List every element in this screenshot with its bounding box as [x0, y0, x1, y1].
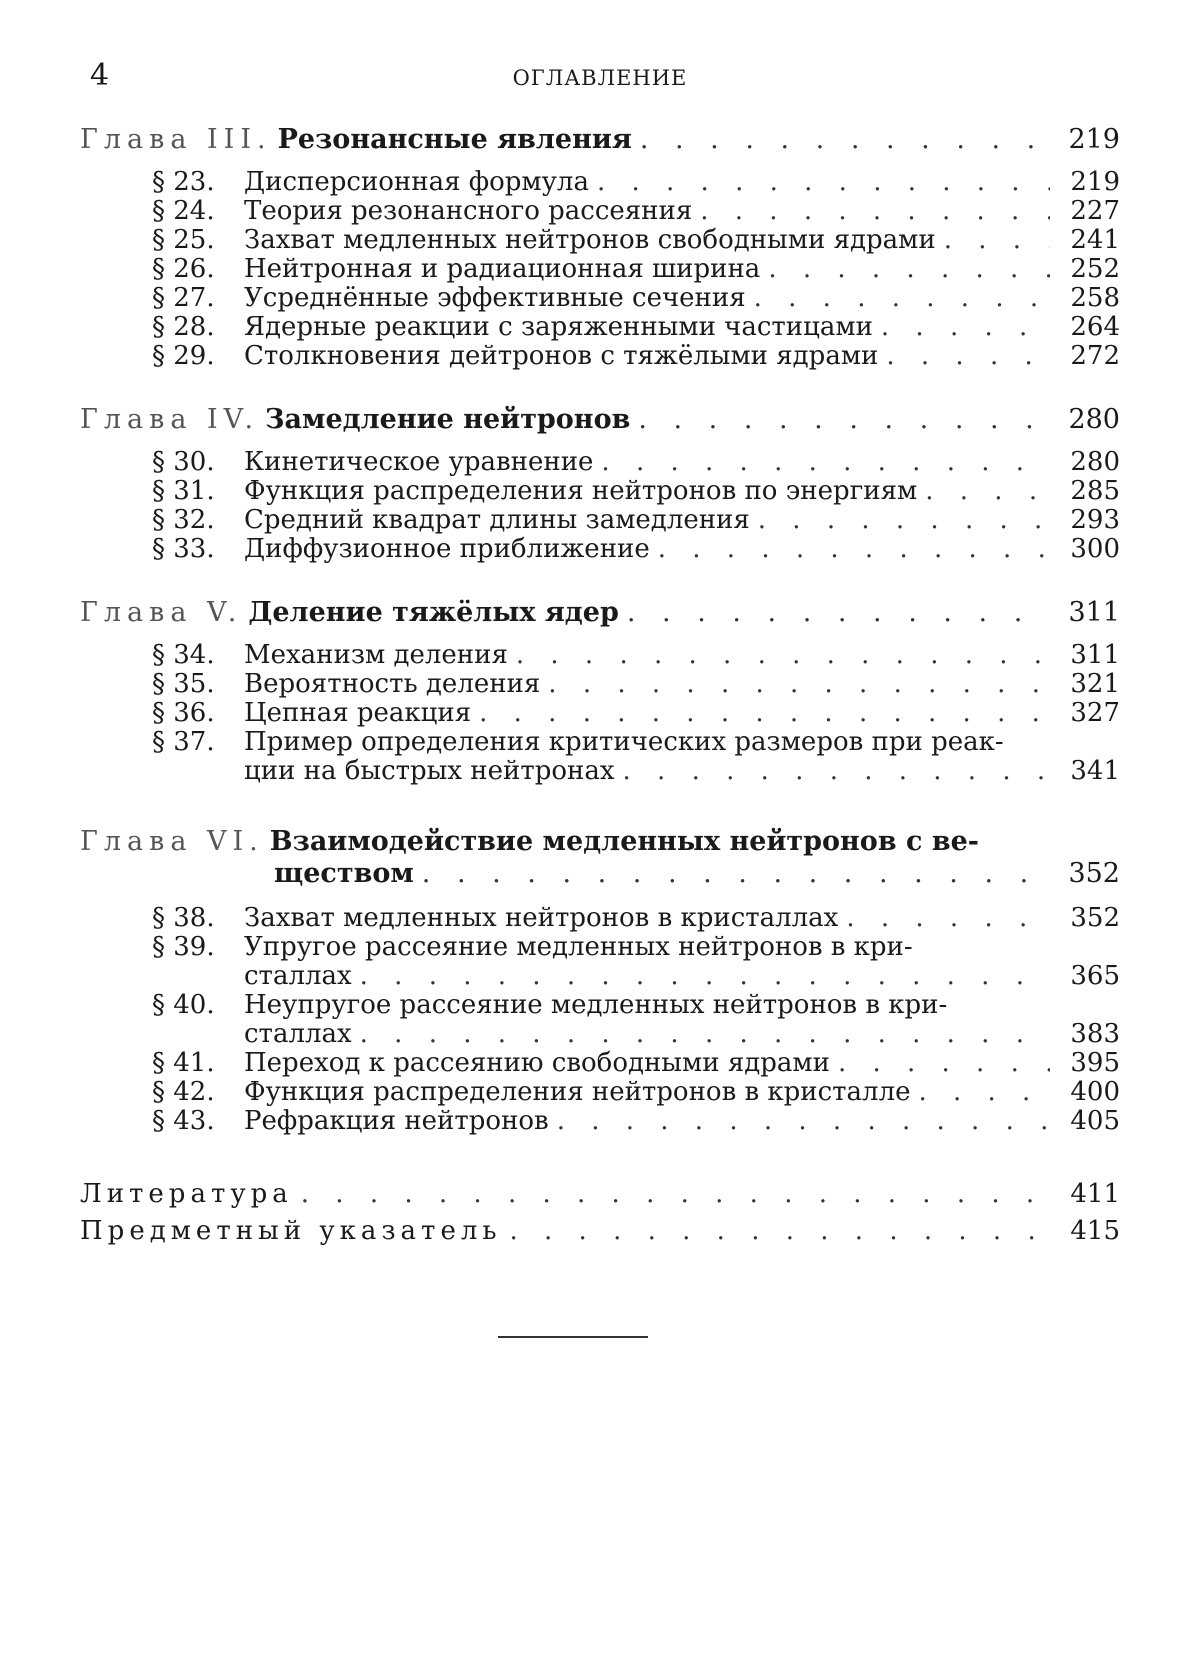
section-title: Усреднённые эффективные сечения: [244, 283, 746, 313]
page-ref: 241: [1070, 225, 1120, 255]
section-entry[interactable]: [80, 477, 1120, 506]
section-title-line1: Неупругое рассеяние медленных нейтронов в кри-: [244, 990, 948, 1020]
chapter-entry[interactable]: [80, 405, 1120, 434]
section-entry[interactable]: [80, 641, 1120, 670]
section-entry[interactable]: [80, 342, 1120, 371]
page-header: [90, 58, 1110, 98]
section-number: § 24.: [152, 196, 215, 226]
section-number: § 39.: [152, 932, 215, 962]
section-entry[interactable]: [80, 313, 1120, 342]
section-title: Средний квадрат длины замедления: [244, 505, 750, 535]
dot-leader: [557, 1107, 1050, 1136]
section-title: Функция распределения нейтронов по энергиям: [244, 476, 918, 506]
chapter-entry[interactable]: [80, 125, 1120, 154]
chapter-prefix: Глава IV.: [80, 404, 260, 435]
section-title-line1: Пример определения критических размеров при реак-: [244, 727, 1004, 757]
chapter-title: Замедление нейтронов: [265, 404, 631, 435]
section-number: § 31.: [152, 476, 215, 506]
section-entry[interactable]: [80, 904, 1120, 933]
dot-leader: [638, 405, 1050, 434]
page-ref: 285: [1070, 476, 1120, 506]
page-ref: 280: [1070, 447, 1120, 477]
page-ref: 258: [1070, 283, 1120, 313]
section-entry[interactable]: [80, 197, 1120, 226]
dot-leader: [838, 1049, 1050, 1078]
section-number: § 43.: [152, 1106, 215, 1136]
dot-leader: [925, 477, 1050, 506]
page-number: 4: [90, 58, 110, 93]
dot-leader: [548, 670, 1050, 699]
section-number: § 33.: [152, 534, 215, 564]
section-number: § 32.: [152, 505, 215, 535]
chapter-title-line2: ществом: [274, 858, 414, 889]
back-matter-title: Предметный указатель: [80, 1216, 502, 1246]
section-title: Кинетическое уравнение: [244, 447, 594, 477]
page-ref: 411: [1070, 1179, 1120, 1209]
section-entry[interactable]: [80, 933, 1120, 991]
dot-leader: [918, 1078, 1050, 1107]
section-number: § 34.: [152, 640, 215, 670]
end-rule: [498, 1336, 648, 1338]
dot-leader: [768, 255, 1050, 284]
section-title: Вероятность деления: [244, 669, 541, 699]
page-ref: 395: [1070, 1048, 1120, 1078]
chapter-prefix: Глава VI.: [80, 826, 264, 857]
dot-leader: [301, 1180, 1050, 1209]
dot-leader: [601, 448, 1050, 477]
back-matter-entry[interactable]: [80, 1180, 1120, 1209]
section-title: Теория резонансного рассеяния: [244, 196, 693, 226]
dot-leader: [510, 1217, 1051, 1246]
page-ref: 365: [1070, 961, 1120, 991]
back-matter-entry[interactable]: [80, 1217, 1120, 1246]
section-entry[interactable]: [80, 1078, 1120, 1107]
section-entry[interactable]: [80, 284, 1120, 313]
page-ref: 227: [1070, 196, 1120, 226]
chapter-title: Деление тяжёлых ядер: [248, 597, 619, 628]
page-ref: 252: [1070, 254, 1120, 284]
page-ref: 415: [1070, 1216, 1120, 1246]
dot-leader: [360, 962, 1050, 991]
page-ref: 264: [1070, 312, 1120, 342]
dot-leader: [597, 168, 1050, 197]
chapter-entry[interactable]: [80, 598, 1120, 627]
chapter-prefix: Глава V.: [80, 597, 243, 628]
section-number: § 27.: [152, 283, 215, 313]
dot-leader: [846, 904, 1050, 933]
page-ref: 300: [1070, 534, 1120, 564]
page-ref: 383: [1070, 1019, 1120, 1049]
page-ref: 293: [1070, 505, 1120, 535]
table-of-contents: [80, 125, 1120, 1246]
section-title: Цепная реакция: [244, 698, 472, 728]
section-title: Механизм деления: [244, 640, 508, 670]
chapter-entry[interactable]: [80, 826, 1120, 890]
section-title: Рефракция нейтронов: [244, 1106, 549, 1136]
section-entry[interactable]: [80, 699, 1120, 728]
page-ref: 352: [1070, 903, 1120, 933]
section-entry[interactable]: [80, 535, 1120, 564]
page-ref: 311: [1068, 597, 1120, 628]
page-ref: 405: [1070, 1106, 1120, 1136]
chapter-prefix: Глава III.: [80, 124, 272, 155]
dot-leader: [658, 535, 1050, 564]
section-entry[interactable]: [80, 1107, 1120, 1136]
dot-leader: [944, 226, 1050, 255]
section-number: § 26.: [152, 254, 215, 284]
chapter-title-line1: Взаимодействие медленных нейтронов с ве-: [269, 826, 979, 857]
dot-leader: [479, 699, 1050, 728]
dot-leader: [360, 1020, 1050, 1049]
running-title: ОГЛАВЛЕНИЕ: [512, 66, 688, 90]
section-entry[interactable]: [80, 1049, 1120, 1078]
section-title: Захват медленных нейтронов в кристаллах: [244, 903, 839, 933]
dot-leader: [886, 342, 1050, 371]
page-ref: 321: [1070, 669, 1120, 699]
section-title: Дисперсионная формула: [244, 167, 589, 197]
section-title: Ядерные реакции с заряженными частицами: [244, 312, 873, 342]
section-entry[interactable]: [80, 506, 1120, 535]
section-title: Диффузионное приближение: [244, 534, 650, 564]
dot-leader: [640, 125, 1050, 154]
section-number: § 23.: [152, 167, 215, 197]
page-ref: 311: [1070, 640, 1120, 670]
page-ref: 219: [1068, 124, 1120, 155]
dot-leader: [700, 197, 1050, 226]
dot-leader: [627, 598, 1050, 627]
section-number: § 28.: [152, 312, 215, 342]
section-number: § 38.: [152, 903, 215, 933]
dot-leader: [422, 858, 1050, 890]
back-matter-title: Литература: [80, 1179, 293, 1209]
section-entry[interactable]: [80, 168, 1120, 197]
section-entry[interactable]: [80, 448, 1120, 477]
page-ref: 219: [1070, 167, 1120, 197]
section-number: § 42.: [152, 1077, 215, 1107]
page-ref: 272: [1070, 341, 1120, 371]
dot-leader: [758, 506, 1050, 535]
section-title: Нейтронная и радиационная ширина: [244, 254, 761, 284]
dot-leader: [881, 313, 1050, 342]
section-number: § 36.: [152, 698, 215, 728]
section-entry[interactable]: [80, 728, 1120, 786]
section-entry[interactable]: [80, 670, 1120, 699]
page-ref: 341: [1070, 756, 1120, 786]
section-number: § 35.: [152, 669, 215, 699]
section-title-line1: Упругое рассеяние медленных нейтронов в кри-: [244, 932, 913, 962]
section-title: Переход к рассеянию свободными ядрами: [244, 1048, 830, 1078]
section-number: § 25.: [152, 225, 215, 255]
section-title: Захват медленных нейтронов свободными ядрами: [244, 225, 936, 255]
section-number: § 41.: [152, 1048, 215, 1078]
dot-leader: [516, 641, 1050, 670]
section-number: § 29.: [152, 341, 215, 371]
section-title: Столкновения дейтронов с тяжёлыми ядрами: [244, 341, 879, 371]
section-title: Функция распределения нейтронов в кристалле: [244, 1077, 911, 1107]
dot-leader: [623, 757, 1050, 786]
chapter-title: Резонансные явления: [277, 124, 632, 155]
page-ref: 280: [1068, 404, 1120, 435]
section-number: § 37.: [152, 727, 215, 757]
section-title-line2: ции на быстрых нейтронах: [244, 756, 615, 786]
section-title-line2: сталлах: [244, 961, 352, 991]
page-ref: 352: [1068, 858, 1120, 889]
section-title-line2: сталлах: [244, 1019, 352, 1049]
section-number: § 30.: [152, 447, 215, 477]
dot-leader: [754, 284, 1050, 313]
section-entry[interactable]: [80, 226, 1120, 255]
section-entry[interactable]: [80, 991, 1120, 1049]
section-number: § 40.: [152, 990, 215, 1020]
section-entry[interactable]: [80, 255, 1120, 284]
page-ref: 327: [1070, 698, 1120, 728]
page-ref: 400: [1070, 1077, 1120, 1107]
